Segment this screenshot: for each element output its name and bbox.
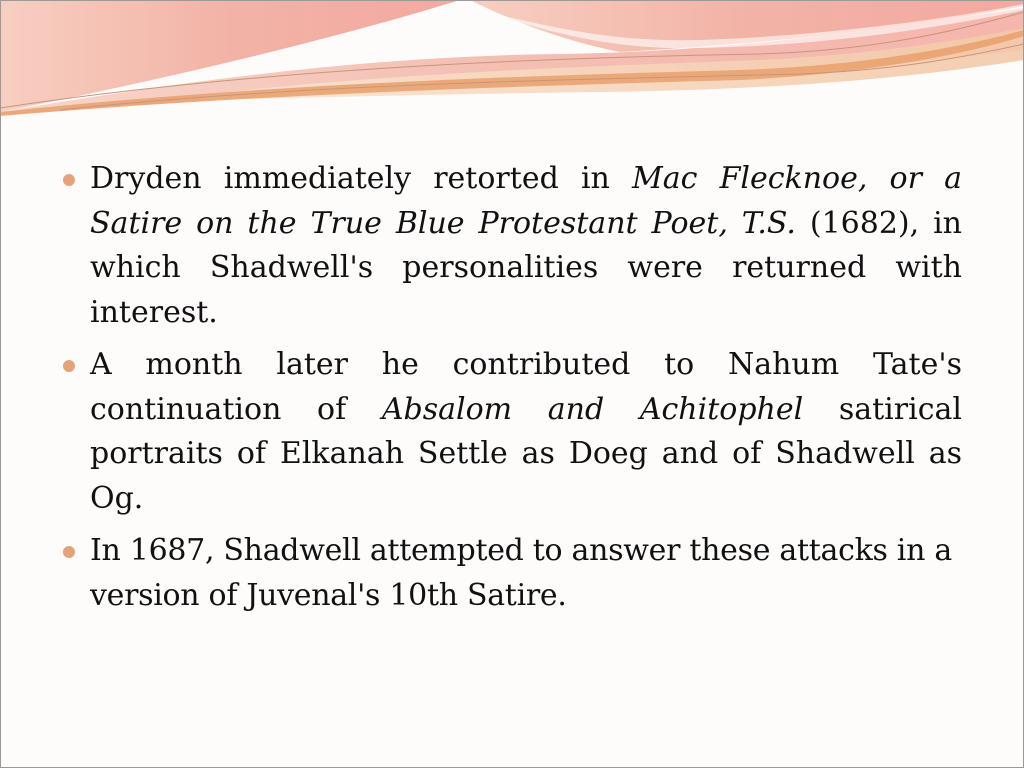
bullet-item-1 bbox=[62, 157, 962, 335]
bullet-text-3 bbox=[90, 533, 952, 613]
bullet-item-2 bbox=[62, 343, 962, 521]
text-run: (1682), in which Shadwell's personalities were returned with interest. bbox=[90, 205, 963, 330]
italic-title-run: Mac Flecknoe, or a Satire on the True Blue Protestant Poet, T.S. bbox=[90, 161, 962, 241]
bullet-dot-icon bbox=[63, 174, 75, 186]
bullet-dot-icon bbox=[63, 360, 75, 372]
text-run: Dryden immediately retorted in bbox=[90, 161, 633, 196]
bullet-list bbox=[62, 157, 962, 626]
text-run: A month later he contributed to Nahum Tate's continuation of bbox=[90, 347, 962, 427]
bullet-dot-icon bbox=[63, 546, 75, 558]
text-run: In 1687, Shadwell attempted to answer these attacks in a version of Juvenal's 10th Satire. bbox=[90, 533, 952, 613]
italic-title-run: Absalom and Achitophel bbox=[381, 391, 804, 427]
decorative-banner bbox=[0, 0, 1024, 130]
bullet-text-2 bbox=[90, 347, 962, 516]
bullet-text-1 bbox=[90, 161, 962, 330]
text-run: satirical portraits of Elkanah Settle as Doeg and of Shadwell as Og. bbox=[90, 391, 962, 516]
bullet-item-3 bbox=[62, 529, 962, 618]
